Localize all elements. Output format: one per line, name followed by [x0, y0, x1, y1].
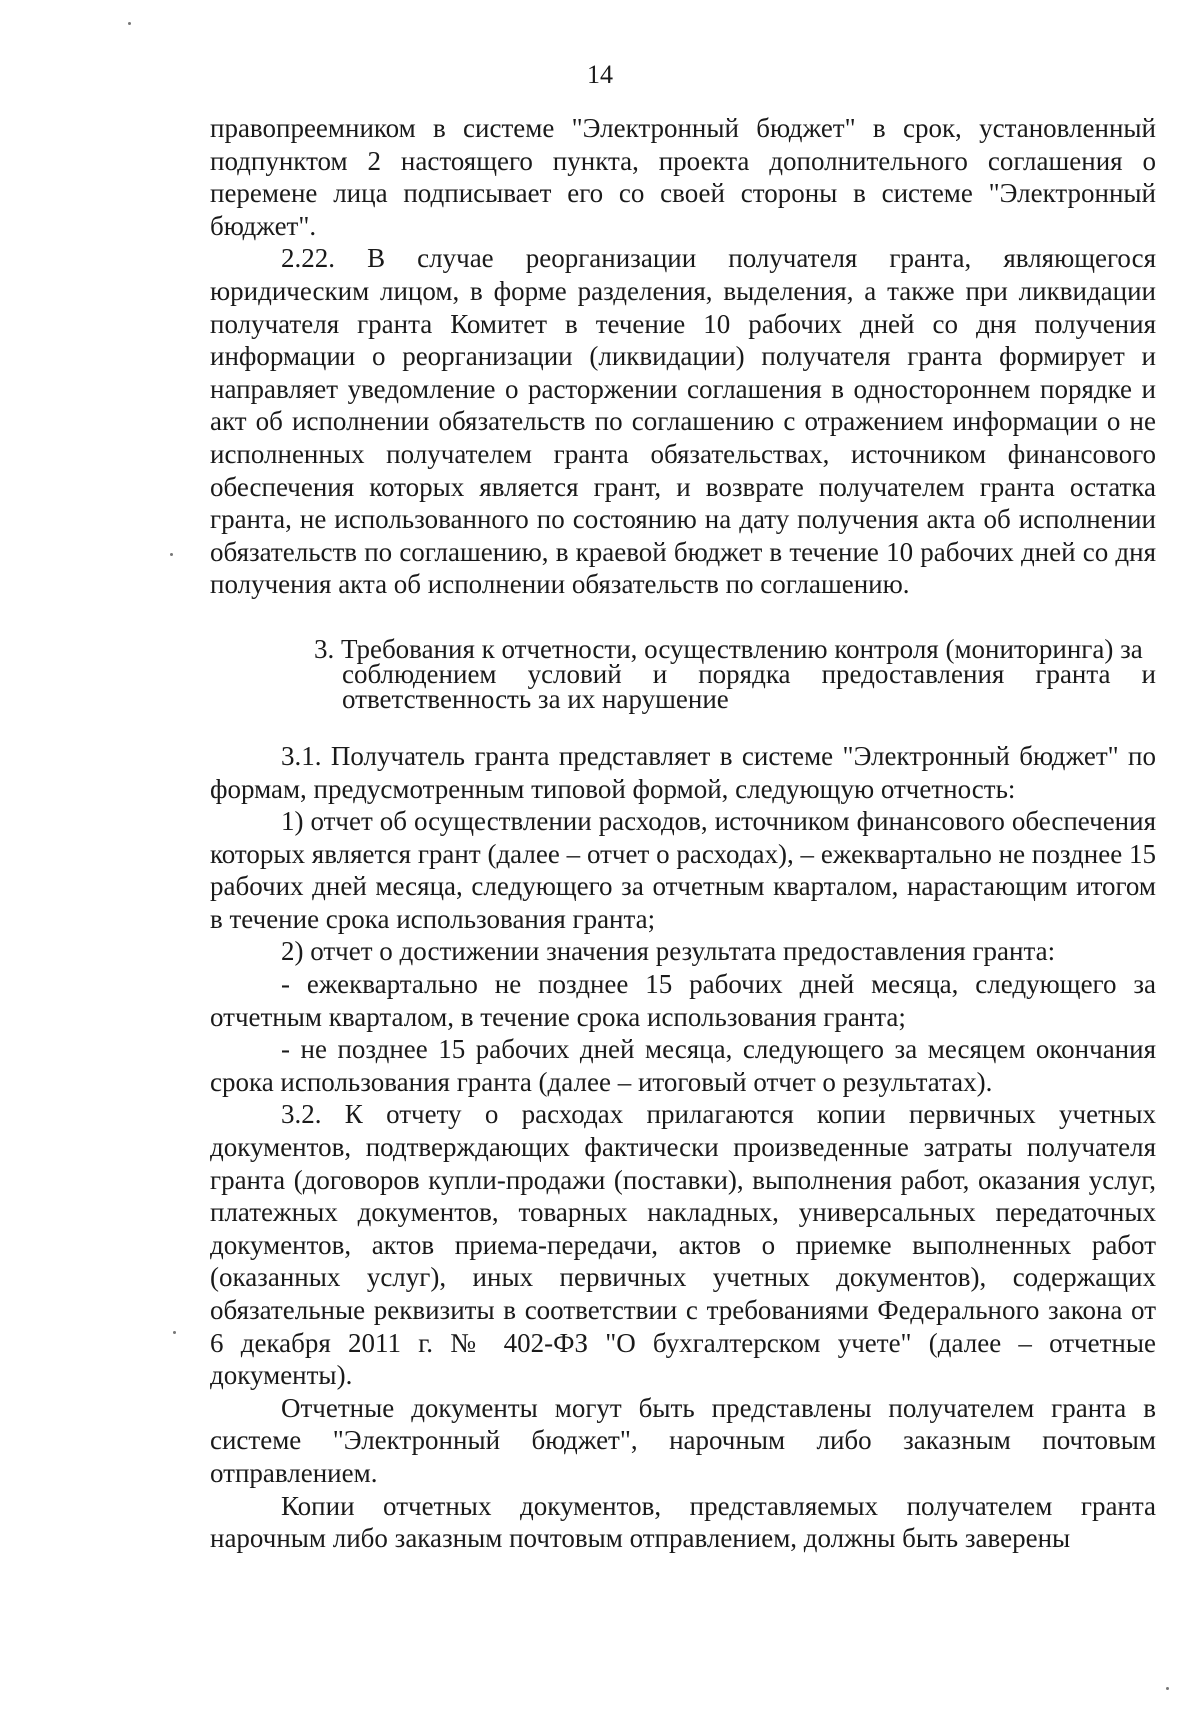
scan-speck [170, 553, 173, 556]
scan-speck [1166, 1687, 1169, 1690]
section-heading-line-2: соблюдением условий и порядка предоставления гранта и [342, 658, 1156, 689]
section-heading-line-1: 3. Требования к отчетности, осуществлению контроля (мониторинга) за [314, 633, 1143, 664]
paragraph-3-1-item-2: 2) отчет о достижении значения результата предоставления гранта: [281, 936, 1056, 967]
scan-speck [173, 1331, 176, 1334]
document-body [210, 112, 1156, 1555]
page-number: 14 [587, 60, 613, 89]
paragraph-continuation: правопреемником в системе "Электронный бюджет" в срок, установленный подпунктом 2 настоящего пункта, проекта дополнительного соглашения о перемене лица подписывает его со своей стороны в системе "Электронный бюджет". [210, 113, 1156, 241]
paragraph-3-1: 3.1. Получатель гранта представляет в системе "Электронный бюджет" по формам, предусмотренным типовой формой, следующую отчетность: [210, 740, 1156, 804]
paragraph-reporting-documents: Отчетные документы могут быть представлены получателем гранта в системе "Электронный бюджет", нарочным либо заказным почтовым отправлением. [210, 1392, 1156, 1488]
scan-speck [128, 22, 131, 25]
paragraph-3-2: 3.2. К отчету о расходах прилагаются копии первичных учетных документов, подтверждающих фактически произведенные затраты получателя гранта (договоров купли-продажи (поставки), выполнения работ, оказания услуг, платежных документов, товарных накладных, универсальных передаточных документов, актов приема-передачи, актов о приемке выполненных работ (оказанных услуг), иных первичных учетных документов), содержащих обязательные реквизиты в соответствии с требованиями Федерального закона от 6 декабря 2011 г. № 402-ФЗ "О бухгалтерском учете" (далее – отчетные документы). [210, 1099, 1156, 1391]
paragraph-document-copies: Копии отчетных документов, представляемых получателем гранта нарочным либо заказным почтовым отправлением, должны быть заверены [210, 1490, 1156, 1554]
paragraph-3-1-item-1: 1) отчет об осуществлении расходов, источником финансового обеспечения которых является грант (далее – отчет о расходах), – ежеквартально не позднее 15 рабочих дней месяца, следующего за отчетным кварталом, нарастающим итогом в течение срока использования гранта; [210, 806, 1156, 934]
paragraph-3-1-item-2-bullet-1: - ежеквартально не позднее 15 рабочих дней месяца, следующего за отчетным кварталом, в течение срока использования гранта; [210, 969, 1156, 1032]
paragraph-3-1-item-2-bullet-2: - не позднее 15 рабочих дней месяца, следующего за месяцем окончания срока использования гранта (далее – итоговый отчет о результатах). [210, 1034, 1156, 1097]
section-3-heading [210, 633, 1156, 714]
section-heading-line-3: ответственность за их нарушение [342, 683, 729, 714]
paragraph-2-22: 2.22. В случае реорганизации получателя гранта, являющегося юридическим лицом, в форме разделения, выделения, а также при ликвидации получателя гранта Комитет в течение 10 рабочих дней со дня получения информации о реорганизации (ликвидации) получателя гранта формирует и направляет уведомление о расторжении соглашения в одностороннем порядке и акт об исполнении обязательств по соглашению с отражением информации о не исполненных получателем гранта обязательствах, источником финансового обеспечения которых является грант, и возврате получателем гранта остатка гранта, не использованного по состоянию на дату получения акта об исполнении обязательств по соглашению, в краевой бюджет в течение 10 рабочих дней со дня получения акта об исполнении обязательств по соглашению. [210, 243, 1156, 600]
